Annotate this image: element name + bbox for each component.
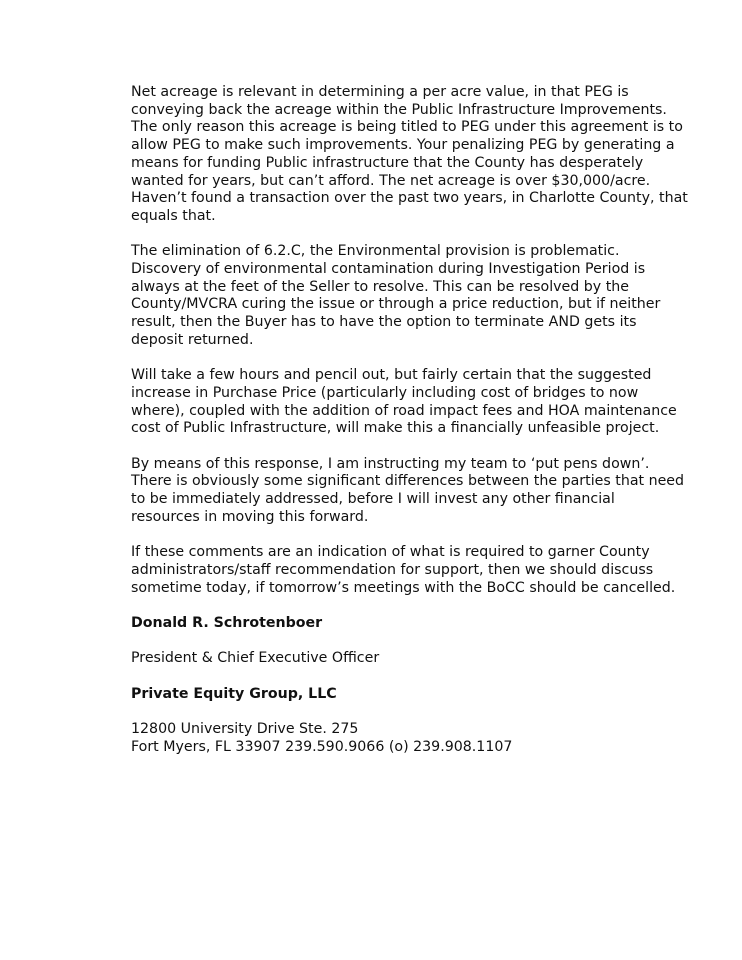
text-line: conveying back the acreage within the Public Infrastructure Improvements.	[131, 101, 667, 118]
text-line: sometime today, if tomorrow’s meetings with the BoCC should be cancelled.	[131, 579, 676, 596]
text-line: The elimination of 6.2.C, the Environmental provision is problematic.	[131, 243, 620, 260]
text-line: If these comments are an indication of what is required to garner County	[131, 544, 650, 561]
text-line: increase in Purchase Price (particularly including cost of bridges to now	[131, 384, 639, 401]
text-line: equals that.	[131, 207, 216, 224]
signature-company: Private Equity Group, LLC	[131, 685, 337, 702]
signature-title: President & Chief Executive Officer	[131, 650, 380, 667]
paragraph-net-acreage	[131, 84, 688, 226]
text-line: deposit returned.	[131, 331, 254, 348]
text-line: Discovery of environmental contamination during Investigation Period is	[131, 261, 646, 278]
paragraph-pens-down	[131, 455, 685, 527]
text-line: where), coupled with the addition of road impact fees and HOA maintenance	[131, 402, 677, 419]
text-line: The only reason this acreage is being titled to PEG under this agreement is to	[131, 119, 683, 136]
paragraph-purchase-price	[131, 367, 676, 438]
address-line-1: 12800 University Drive Ste. 275	[131, 721, 359, 738]
text-line: result, then the Buyer has to have the option to terminate AND gets its	[131, 314, 637, 331]
signature-address	[131, 721, 676, 756]
text-line: always at the feet of the Seller to resolve. This can be resolved by the	[131, 278, 629, 295]
signature-name: Donald R. Schrotenboer	[131, 615, 323, 632]
text-line: resources in moving this forward.	[131, 508, 369, 525]
address-line-2: Fort Myers, FL 33907 239.590.9066 (o) 239.908.1107	[131, 738, 513, 755]
text-line: means for funding Public infrastructure that the County has desperately	[131, 154, 644, 171]
text-line: to be immediately addressed, before I will invest any other financial	[131, 491, 615, 508]
text-line: allow PEG to make such improvements. Your penalizing PEG by generating a	[131, 137, 675, 154]
text-line: Haven’t found a transaction over the past two years, in Charlotte County, that	[131, 190, 688, 207]
text-line: There is obviously some significant differences between the parties that need	[131, 473, 685, 490]
text-line: Will take a few hours and pencil out, but fairly certain that the suggested	[131, 367, 652, 384]
paragraph-environmental	[131, 243, 676, 349]
paragraph-discussion	[131, 544, 676, 597]
text-line: County/MVCRA curing the issue or through a price reduction, but if neither	[131, 296, 661, 313]
text-line: wanted for years, but can’t afford. The net acreage is over $30,000/acre.	[131, 172, 651, 189]
letter-body	[131, 84, 688, 774]
text-line: Net acreage is relevant in determining a per acre value, in that PEG is	[131, 84, 629, 100]
text-line: administrators/staff recommendation for support, then we should discuss	[131, 561, 654, 578]
text-line: By means of this response, I am instructing my team to ‘put pens down’.	[131, 455, 650, 472]
text-line: cost of Public Infrastructure, will make this a financially unfeasible project.	[131, 420, 660, 437]
